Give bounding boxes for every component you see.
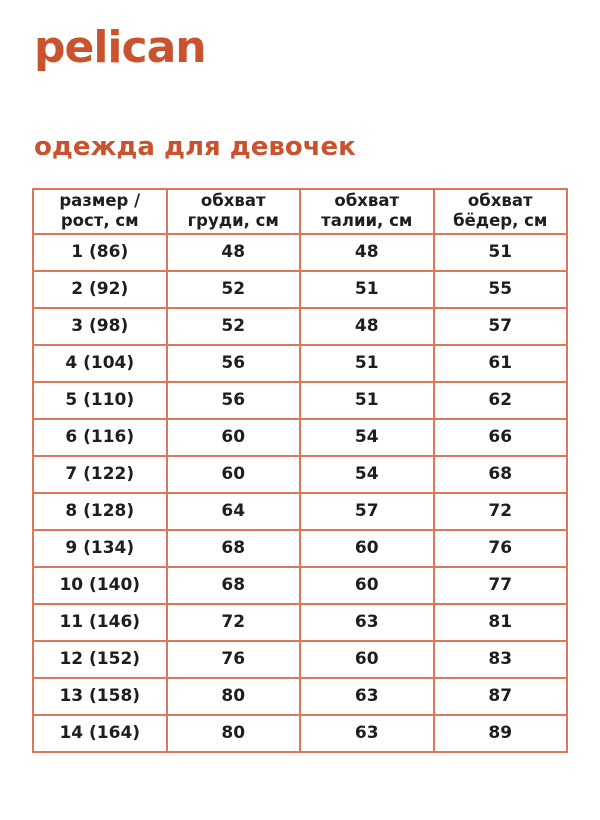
table-row <box>33 271 567 308</box>
table-row <box>33 715 567 752</box>
cell-hips: 61 <box>434 345 568 382</box>
col-header-size-line2: рост, см <box>60 211 139 231</box>
table-row <box>33 567 567 604</box>
cell-chest: 48 <box>167 234 301 271</box>
cell-size: 1 (86) <box>33 234 167 271</box>
cell-chest: 52 <box>167 308 301 345</box>
cell-chest: 52 <box>167 271 301 308</box>
cell-chest: 60 <box>167 419 301 456</box>
cell-waist: 60 <box>300 567 434 604</box>
cell-hips: 83 <box>434 641 568 678</box>
cell-chest: 80 <box>167 715 301 752</box>
cell-hips: 62 <box>434 382 568 419</box>
cell-waist: 51 <box>300 382 434 419</box>
cell-hips: 87 <box>434 678 568 715</box>
cell-size: 13 (158) <box>33 678 167 715</box>
cell-chest: 76 <box>167 641 301 678</box>
cell-hips: 77 <box>434 567 568 604</box>
table-row <box>33 641 567 678</box>
col-header-waist-line2: талии, см <box>321 211 413 231</box>
col-header-hips-line1: обхват <box>467 191 533 211</box>
cell-chest: 56 <box>167 345 301 382</box>
col-header-waist-line1: обхват <box>334 191 400 211</box>
cell-size: 6 (116) <box>33 419 167 456</box>
cell-chest: 64 <box>167 493 301 530</box>
table-row <box>33 419 567 456</box>
cell-size: 12 (152) <box>33 641 167 678</box>
size-table-head <box>33 189 567 234</box>
table-row <box>33 382 567 419</box>
table-row <box>33 308 567 345</box>
cell-size: 8 (128) <box>33 493 167 530</box>
cell-waist: 60 <box>300 641 434 678</box>
table-header-row <box>33 189 567 234</box>
cell-hips: 76 <box>434 530 568 567</box>
col-header-waist <box>300 189 434 234</box>
cell-chest: 68 <box>167 567 301 604</box>
cell-size: 7 (122) <box>33 456 167 493</box>
cell-waist: 51 <box>300 271 434 308</box>
cell-chest: 80 <box>167 678 301 715</box>
cell-size: 10 (140) <box>33 567 167 604</box>
table-row <box>33 345 567 382</box>
cell-waist: 48 <box>300 308 434 345</box>
cell-waist: 63 <box>300 604 434 641</box>
cell-hips: 81 <box>434 604 568 641</box>
cell-hips: 57 <box>434 308 568 345</box>
cell-hips: 89 <box>434 715 568 752</box>
cell-hips: 72 <box>434 493 568 530</box>
table-row <box>33 493 567 530</box>
cell-waist: 54 <box>300 456 434 493</box>
cell-size: 3 (98) <box>33 308 167 345</box>
page <box>0 20 600 820</box>
cell-hips: 66 <box>434 419 568 456</box>
table-row <box>33 456 567 493</box>
cell-hips: 51 <box>434 234 568 271</box>
cell-waist: 51 <box>300 345 434 382</box>
cell-waist: 48 <box>300 234 434 271</box>
brand-logo: pelican <box>34 22 206 73</box>
cell-size: 14 (164) <box>33 715 167 752</box>
cell-waist: 60 <box>300 530 434 567</box>
col-header-hips <box>434 189 568 234</box>
page-title: одежда для девочек <box>34 132 356 162</box>
cell-hips: 68 <box>434 456 568 493</box>
col-header-hips-line2: бёдер, см <box>453 211 548 231</box>
table-row <box>33 604 567 641</box>
size-table <box>32 188 568 753</box>
col-header-chest <box>167 189 301 234</box>
table-row <box>33 678 567 715</box>
col-header-chest-line2: груди, см <box>187 211 279 231</box>
cell-waist: 63 <box>300 715 434 752</box>
cell-chest: 68 <box>167 530 301 567</box>
cell-size: 5 (110) <box>33 382 167 419</box>
col-header-chest-line1: обхват <box>200 191 266 211</box>
cell-size: 4 (104) <box>33 345 167 382</box>
cell-waist: 57 <box>300 493 434 530</box>
cell-size: 2 (92) <box>33 271 167 308</box>
cell-size: 9 (134) <box>33 530 167 567</box>
cell-hips: 55 <box>434 271 568 308</box>
table-row <box>33 530 567 567</box>
col-header-size <box>33 189 167 234</box>
cell-chest: 56 <box>167 382 301 419</box>
table-row <box>33 234 567 271</box>
col-header-size-line1: размер / <box>59 191 141 211</box>
cell-chest: 60 <box>167 456 301 493</box>
cell-waist: 54 <box>300 419 434 456</box>
cell-chest: 72 <box>167 604 301 641</box>
size-table-body <box>33 234 567 752</box>
cell-waist: 63 <box>300 678 434 715</box>
cell-size: 11 (146) <box>33 604 167 641</box>
